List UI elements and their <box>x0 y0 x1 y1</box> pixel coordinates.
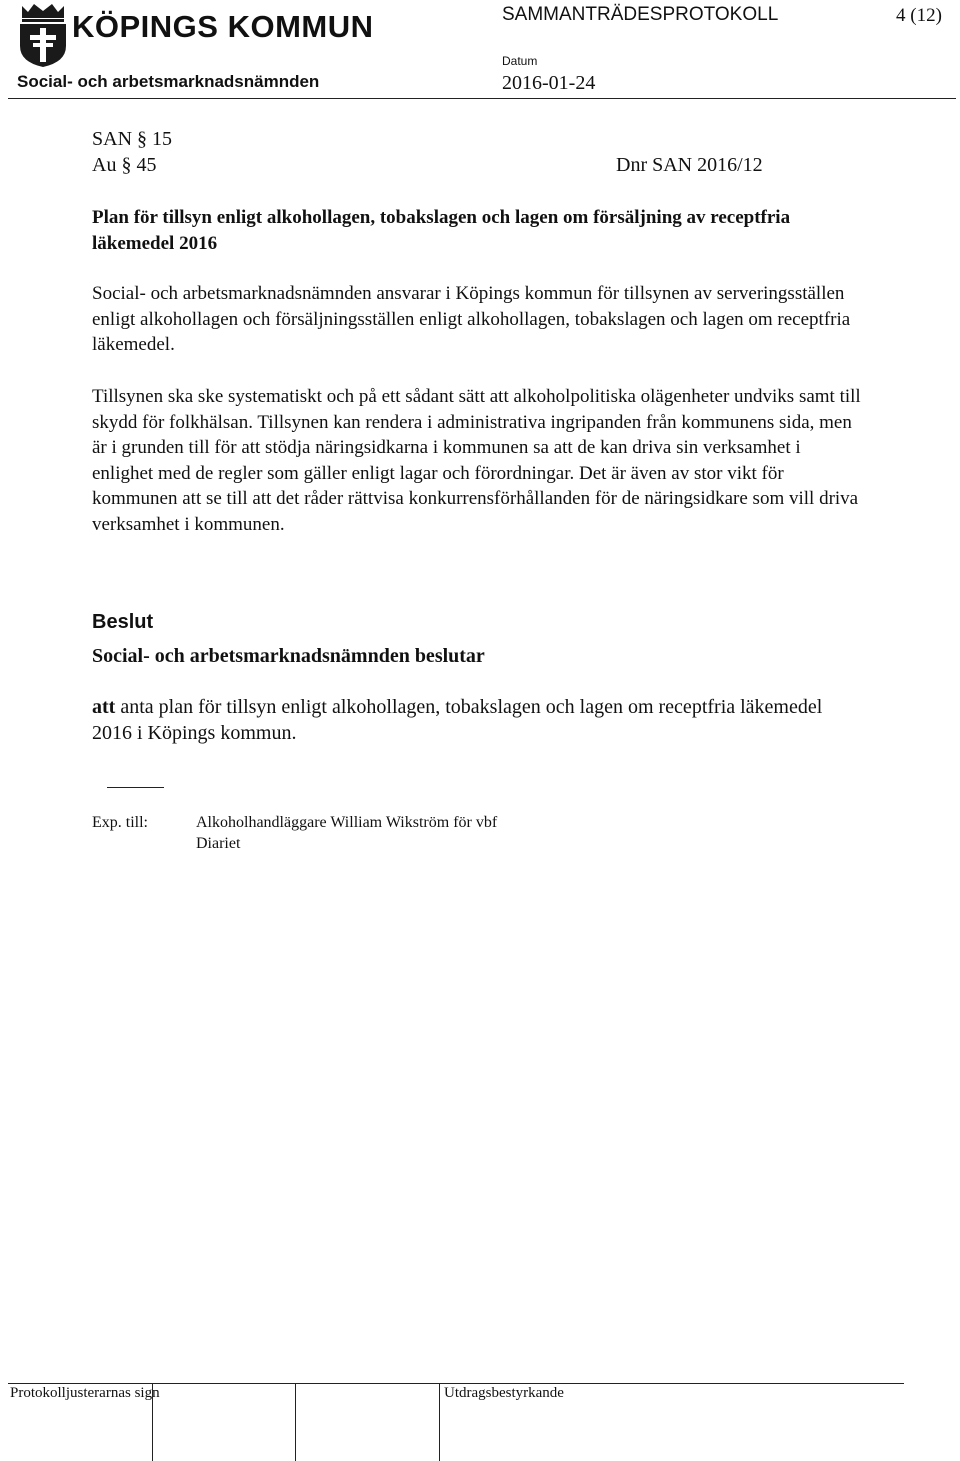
distribution-recipient: Alkoholhandläggare William Wikström för vbf <box>196 814 498 831</box>
decision-text <box>92 694 852 746</box>
att-keyword: att <box>92 696 116 718</box>
signature-box-divider <box>152 1383 153 1461</box>
signature-box-divider <box>439 1383 440 1461</box>
footer-divider <box>8 1383 904 1384</box>
certification-label: Utdragsbestyrkande <box>444 1385 564 1401</box>
distribution-recipient: Diariet <box>196 835 241 852</box>
municipality-name: KÖPINGS KOMMUN <box>72 9 374 44</box>
document-type: SAMMANTRÄDESPROTOKOLL <box>502 4 779 25</box>
case-title: Plan för tillsyn enligt alkohollagen, tobakslagen och lagen om försäljning av receptfria läkemedel 2016 <box>92 207 791 254</box>
diary-number: Dnr SAN 2016/12 <box>616 154 763 176</box>
au-paragraph-ref: Au § 45 <box>92 154 157 176</box>
signature-box-divider <box>295 1383 296 1461</box>
page-number: 4 (12) <box>896 5 942 26</box>
decision-divider <box>107 787 164 788</box>
paragraph-supervision: Tillsynen ska ske systematiskt och på ett sådant sätt att alkoholpolitiska olägenheter undviks samt till skydd för folkhälsan. Tillsynen kan rendera i administrativa ingripanden från kommunens sida, men är i grunden till för att stödja näringsidkarna i kommunen sa att de kan driva sin verksamhet i enlighet med de regler som gäller enligt lagar och förordningar. Det är även av stor vikt för kommunen att se till att det råder rättvisa konkurrensförhållanden för de näringsidkare som vill driva verksamhet i kommunen. <box>92 386 861 535</box>
decision-heading: Beslut <box>92 611 154 633</box>
paragraph-responsibility: Social- och arbetsmarknadsnämnden ansvarar i Köpings kommun för tillsynen av serveringsställen enligt alkohollagen och försäljningsställen enligt alkohollagen, tobakslagen och lagen om receptfria läkemedel. <box>92 283 851 355</box>
san-paragraph-ref: SAN § 15 <box>92 128 173 150</box>
signatures-label: Protokolljusterarnas sign <box>10 1385 160 1401</box>
decision-subheading: Social- och arbetsmarknadsnämnden beslutar <box>92 645 485 667</box>
coat-of-arms-icon <box>16 2 70 68</box>
distribution-label: Exp. till: <box>92 814 148 831</box>
date-label: Datum <box>502 54 538 68</box>
decision-body: anta plan för tillsyn enligt alkohollagen, tobakslagen och lagen om receptfria läkemedel 2016 i Köpings kommun. <box>92 696 823 744</box>
meeting-date: 2016-01-24 <box>502 72 596 94</box>
department-name: Social- och arbetsmarknadsnämnden <box>17 72 320 91</box>
header-divider <box>8 98 956 99</box>
